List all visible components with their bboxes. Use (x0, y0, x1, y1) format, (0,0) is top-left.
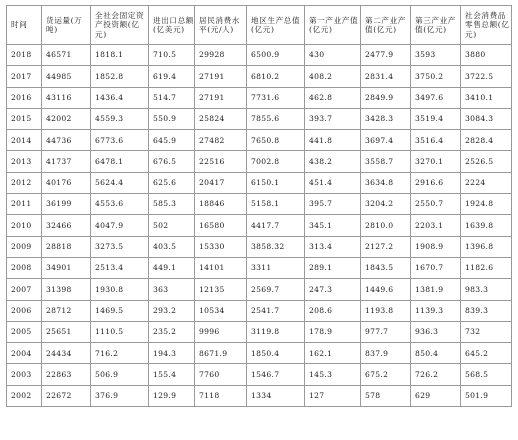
table-row (7, 343, 512, 364)
cell-import-export: 710.5 (149, 45, 195, 66)
cell-import-export: 550.9 (149, 108, 195, 129)
cell-import-export: 449.1 (149, 257, 195, 278)
cell-import-export: 645.9 (149, 130, 195, 151)
cell-freight-volume: 25651 (42, 321, 91, 342)
cell-fixed-asset-investment: 4047.9 (91, 215, 149, 236)
table-row (7, 108, 512, 129)
cell-secondary-industry: 3428.3 (361, 108, 411, 129)
cell-year: 2011 (7, 194, 42, 215)
cell-import-export: 625.6 (149, 172, 195, 193)
cell-secondary-industry: 3204.2 (361, 194, 411, 215)
cell-consumption-level: 10534 (195, 300, 247, 321)
cell-tertiary-industry: 3516.4 (411, 130, 461, 151)
cell-consumption-level: 7118 (195, 385, 247, 406)
cell-consumption-level: 16580 (195, 215, 247, 236)
table-row (7, 87, 512, 108)
cell-consumption-level: 9996 (195, 321, 247, 342)
cell-import-export: 585.3 (149, 194, 195, 215)
cell-freight-volume: 41737 (42, 151, 91, 172)
cell-gdp: 6150.1 (247, 172, 305, 193)
cell-gdp: 2569.7 (247, 279, 305, 300)
table-row (7, 215, 512, 236)
cell-year: 2017 (7, 66, 42, 87)
cell-freight-volume: 34901 (42, 257, 91, 278)
cell-freight-volume: 28818 (42, 236, 91, 257)
cell-gdp: 7731.6 (247, 87, 305, 108)
cell-primary-industry: 430 (305, 45, 361, 66)
cell-fixed-asset-investment: 5624.4 (91, 172, 149, 193)
cell-secondary-industry: 2849.9 (361, 87, 411, 108)
cell-retail-sales: 501.9 (461, 385, 512, 406)
cell-fixed-asset-investment: 4553.6 (91, 194, 149, 215)
cell-consumption-level: 29928 (195, 45, 247, 66)
cell-secondary-industry: 2810.0 (361, 215, 411, 236)
cell-retail-sales: 3410.1 (461, 87, 512, 108)
cell-tertiary-industry: 3497.6 (411, 87, 461, 108)
table-row (7, 172, 512, 193)
cell-tertiary-industry: 2203.1 (411, 215, 461, 236)
cell-tertiary-industry: 1381.9 (411, 279, 461, 300)
cell-gdp: 7650.8 (247, 130, 305, 151)
cell-secondary-industry: 1193.8 (361, 300, 411, 321)
cell-freight-volume: 22672 (42, 385, 91, 406)
header-cell-gdp: 地区生产总值(亿元) (247, 6, 305, 45)
header-cell-freight-volume: 货运量(万吨) (42, 6, 91, 45)
cell-year: 2007 (7, 279, 42, 300)
cell-import-export: 502 (149, 215, 195, 236)
cell-retail-sales: 1639.8 (461, 215, 512, 236)
header-cell-year: 时间 (7, 6, 42, 45)
cell-retail-sales: 3880 (461, 45, 512, 66)
table-row (7, 236, 512, 257)
cell-import-export: 514.7 (149, 87, 195, 108)
cell-primary-industry: 289.1 (305, 257, 361, 278)
cell-primary-industry: 162.1 (305, 343, 361, 364)
cell-retail-sales: 732 (461, 321, 512, 342)
cell-import-export: 403.5 (149, 236, 195, 257)
cell-year: 2012 (7, 172, 42, 193)
header-cell-primary-industry: 第一产业产值(亿元) (305, 6, 361, 45)
cell-import-export: 235.2 (149, 321, 195, 342)
cell-primary-industry: 145.3 (305, 364, 361, 385)
table-row (7, 151, 512, 172)
table-row (7, 66, 512, 87)
cell-secondary-industry: 1449.6 (361, 279, 411, 300)
header-cell-secondary-industry: 第二产业产值(亿元) (361, 6, 411, 45)
cell-primary-industry: 313.4 (305, 236, 361, 257)
cell-gdp: 5158.1 (247, 194, 305, 215)
cell-consumption-level: 7760 (195, 364, 247, 385)
cell-fixed-asset-investment: 1930.8 (91, 279, 149, 300)
cell-freight-volume: 32466 (42, 215, 91, 236)
cell-primary-industry: 208.6 (305, 300, 361, 321)
table-row (7, 45, 512, 66)
cell-import-export: 194.3 (149, 343, 195, 364)
cell-gdp: 6810.2 (247, 66, 305, 87)
cell-fixed-asset-investment: 3273.5 (91, 236, 149, 257)
cell-consumption-level: 22516 (195, 151, 247, 172)
cell-consumption-level: 27191 (195, 66, 247, 87)
cell-tertiary-industry: 1139.3 (411, 300, 461, 321)
cell-retail-sales: 568.5 (461, 364, 512, 385)
cell-year: 2015 (7, 108, 42, 129)
cell-freight-volume: 44985 (42, 66, 91, 87)
cell-secondary-industry: 3558.7 (361, 151, 411, 172)
cell-retail-sales: 645.2 (461, 343, 512, 364)
cell-primary-industry: 462.8 (305, 87, 361, 108)
table-row (7, 385, 512, 406)
cell-tertiary-industry: 3270.1 (411, 151, 461, 172)
cell-retail-sales: 2224 (461, 172, 512, 193)
cell-retail-sales: 3084.3 (461, 108, 512, 129)
cell-consumption-level: 18846 (195, 194, 247, 215)
cell-tertiary-industry: 3593 (411, 45, 461, 66)
cell-secondary-industry: 837.9 (361, 343, 411, 364)
cell-import-export: 155.4 (149, 364, 195, 385)
cell-retail-sales: 2526.5 (461, 151, 512, 172)
cell-primary-industry: 247.3 (305, 279, 361, 300)
cell-primary-industry: 178.9 (305, 321, 361, 342)
cell-consumption-level: 15330 (195, 236, 247, 257)
cell-gdp: 3119.8 (247, 321, 305, 342)
cell-secondary-industry: 578 (361, 385, 411, 406)
header-cell-tertiary-industry: 第三产业产值(亿元) (411, 6, 461, 45)
cell-fixed-asset-investment: 376.9 (91, 385, 149, 406)
cell-retail-sales: 1182.6 (461, 257, 512, 278)
table-body (7, 45, 512, 407)
cell-gdp: 7002.8 (247, 151, 305, 172)
cell-freight-volume: 44736 (42, 130, 91, 151)
cell-consumption-level: 12135 (195, 279, 247, 300)
table-header (7, 6, 512, 45)
cell-tertiary-industry: 3750.2 (411, 66, 461, 87)
cell-primary-industry: 127 (305, 385, 361, 406)
table-row (7, 321, 512, 342)
cell-fixed-asset-investment: 506.9 (91, 364, 149, 385)
cell-tertiary-industry: 726.2 (411, 364, 461, 385)
cell-year: 2009 (7, 236, 42, 257)
cell-year: 2016 (7, 87, 42, 108)
cell-import-export: 676.5 (149, 151, 195, 172)
cell-fixed-asset-investment: 2513.4 (91, 257, 149, 278)
cell-fixed-asset-investment: 716.2 (91, 343, 149, 364)
table-row (7, 257, 512, 278)
cell-year: 2005 (7, 321, 42, 342)
cell-freight-volume: 31398 (42, 279, 91, 300)
cell-fixed-asset-investment: 1110.5 (91, 321, 149, 342)
cell-consumption-level: 27191 (195, 87, 247, 108)
cell-freight-volume: 28712 (42, 300, 91, 321)
cell-retail-sales: 983.3 (461, 279, 512, 300)
cell-primary-industry: 345.1 (305, 215, 361, 236)
cell-freight-volume: 24434 (42, 343, 91, 364)
cell-fixed-asset-investment: 1818.1 (91, 45, 149, 66)
cell-import-export: 293.2 (149, 300, 195, 321)
cell-import-export: 129.9 (149, 385, 195, 406)
header-cell-import-export: 进出口总额(亿美元) (149, 6, 195, 45)
cell-fixed-asset-investment: 6773.6 (91, 130, 149, 151)
cell-consumption-level: 27482 (195, 130, 247, 151)
table-row (7, 300, 512, 321)
cell-retail-sales: 1924.8 (461, 194, 512, 215)
cell-import-export: 619.4 (149, 66, 195, 87)
cell-tertiary-industry: 2916.6 (411, 172, 461, 193)
cell-primary-industry: 438.2 (305, 151, 361, 172)
cell-retail-sales: 3722.5 (461, 66, 512, 87)
table-row (7, 194, 512, 215)
cell-primary-industry: 408.2 (305, 66, 361, 87)
header-row (7, 6, 512, 45)
cell-gdp: 1334 (247, 385, 305, 406)
cell-secondary-industry: 2127.2 (361, 236, 411, 257)
cell-secondary-industry: 2831.4 (361, 66, 411, 87)
cell-retail-sales: 1396.8 (461, 236, 512, 257)
cell-fixed-asset-investment: 6478.1 (91, 151, 149, 172)
cell-gdp: 2541.7 (247, 300, 305, 321)
cell-gdp: 4417.7 (247, 215, 305, 236)
table-row (7, 130, 512, 151)
cell-year: 2010 (7, 215, 42, 236)
cell-tertiary-industry: 850.4 (411, 343, 461, 364)
cell-fixed-asset-investment: 1852.8 (91, 66, 149, 87)
cell-tertiary-industry: 1670.7 (411, 257, 461, 278)
table-row (7, 364, 512, 385)
cell-year: 2018 (7, 45, 42, 66)
cell-gdp: 6500.9 (247, 45, 305, 66)
cell-tertiary-industry: 2550.7 (411, 194, 461, 215)
cell-gdp: 3858.32 (247, 236, 305, 257)
cell-consumption-level: 25824 (195, 108, 247, 129)
cell-year: 2003 (7, 364, 42, 385)
cell-freight-volume: 22863 (42, 364, 91, 385)
cell-retail-sales: 2828.4 (461, 130, 512, 151)
data-table-sheet (6, 5, 511, 433)
table-row (7, 279, 512, 300)
cell-freight-volume: 43116 (42, 87, 91, 108)
cell-gdp: 1546.7 (247, 364, 305, 385)
cell-fixed-asset-investment: 1469.5 (91, 300, 149, 321)
header-cell-fixed-asset-investment: 全社会固定资产投资额(亿元) (91, 6, 149, 45)
cell-primary-industry: 451.4 (305, 172, 361, 193)
header-cell-retail-sales: 社会消费品零售总额(亿元) (461, 6, 512, 45)
cell-consumption-level: 14101 (195, 257, 247, 278)
cell-fixed-asset-investment: 1436.4 (91, 87, 149, 108)
cell-tertiary-industry: 3519.4 (411, 108, 461, 129)
cell-gdp: 7855.6 (247, 108, 305, 129)
statistics-table (6, 5, 512, 407)
cell-year: 2006 (7, 300, 42, 321)
cell-freight-volume: 42002 (42, 108, 91, 129)
header-cell-consumption-level: 居民消费水平(元/人) (195, 6, 247, 45)
cell-year: 2008 (7, 257, 42, 278)
cell-gdp: 1850.4 (247, 343, 305, 364)
cell-year: 2002 (7, 385, 42, 406)
cell-fixed-asset-investment: 4559.3 (91, 108, 149, 129)
cell-secondary-industry: 1843.5 (361, 257, 411, 278)
cell-year: 2014 (7, 130, 42, 151)
cell-freight-volume: 40176 (42, 172, 91, 193)
cell-freight-volume: 46571 (42, 45, 91, 66)
cell-secondary-industry: 977.7 (361, 321, 411, 342)
cell-secondary-industry: 675.2 (361, 364, 411, 385)
cell-consumption-level: 8671.9 (195, 343, 247, 364)
cell-year: 2013 (7, 151, 42, 172)
cell-secondary-industry: 3634.8 (361, 172, 411, 193)
cell-gdp: 3311 (247, 257, 305, 278)
cell-primary-industry: 393.7 (305, 108, 361, 129)
cell-retail-sales: 839.3 (461, 300, 512, 321)
cell-tertiary-industry: 1908.9 (411, 236, 461, 257)
cell-tertiary-industry: 629 (411, 385, 461, 406)
cell-consumption-level: 20417 (195, 172, 247, 193)
cell-primary-industry: 395.7 (305, 194, 361, 215)
cell-year: 2004 (7, 343, 42, 364)
cell-tertiary-industry: 936.3 (411, 321, 461, 342)
cell-primary-industry: 441.8 (305, 130, 361, 151)
cell-freight-volume: 36199 (42, 194, 91, 215)
cell-import-export: 363 (149, 279, 195, 300)
cell-secondary-industry: 2477.9 (361, 45, 411, 66)
cell-secondary-industry: 3697.4 (361, 130, 411, 151)
